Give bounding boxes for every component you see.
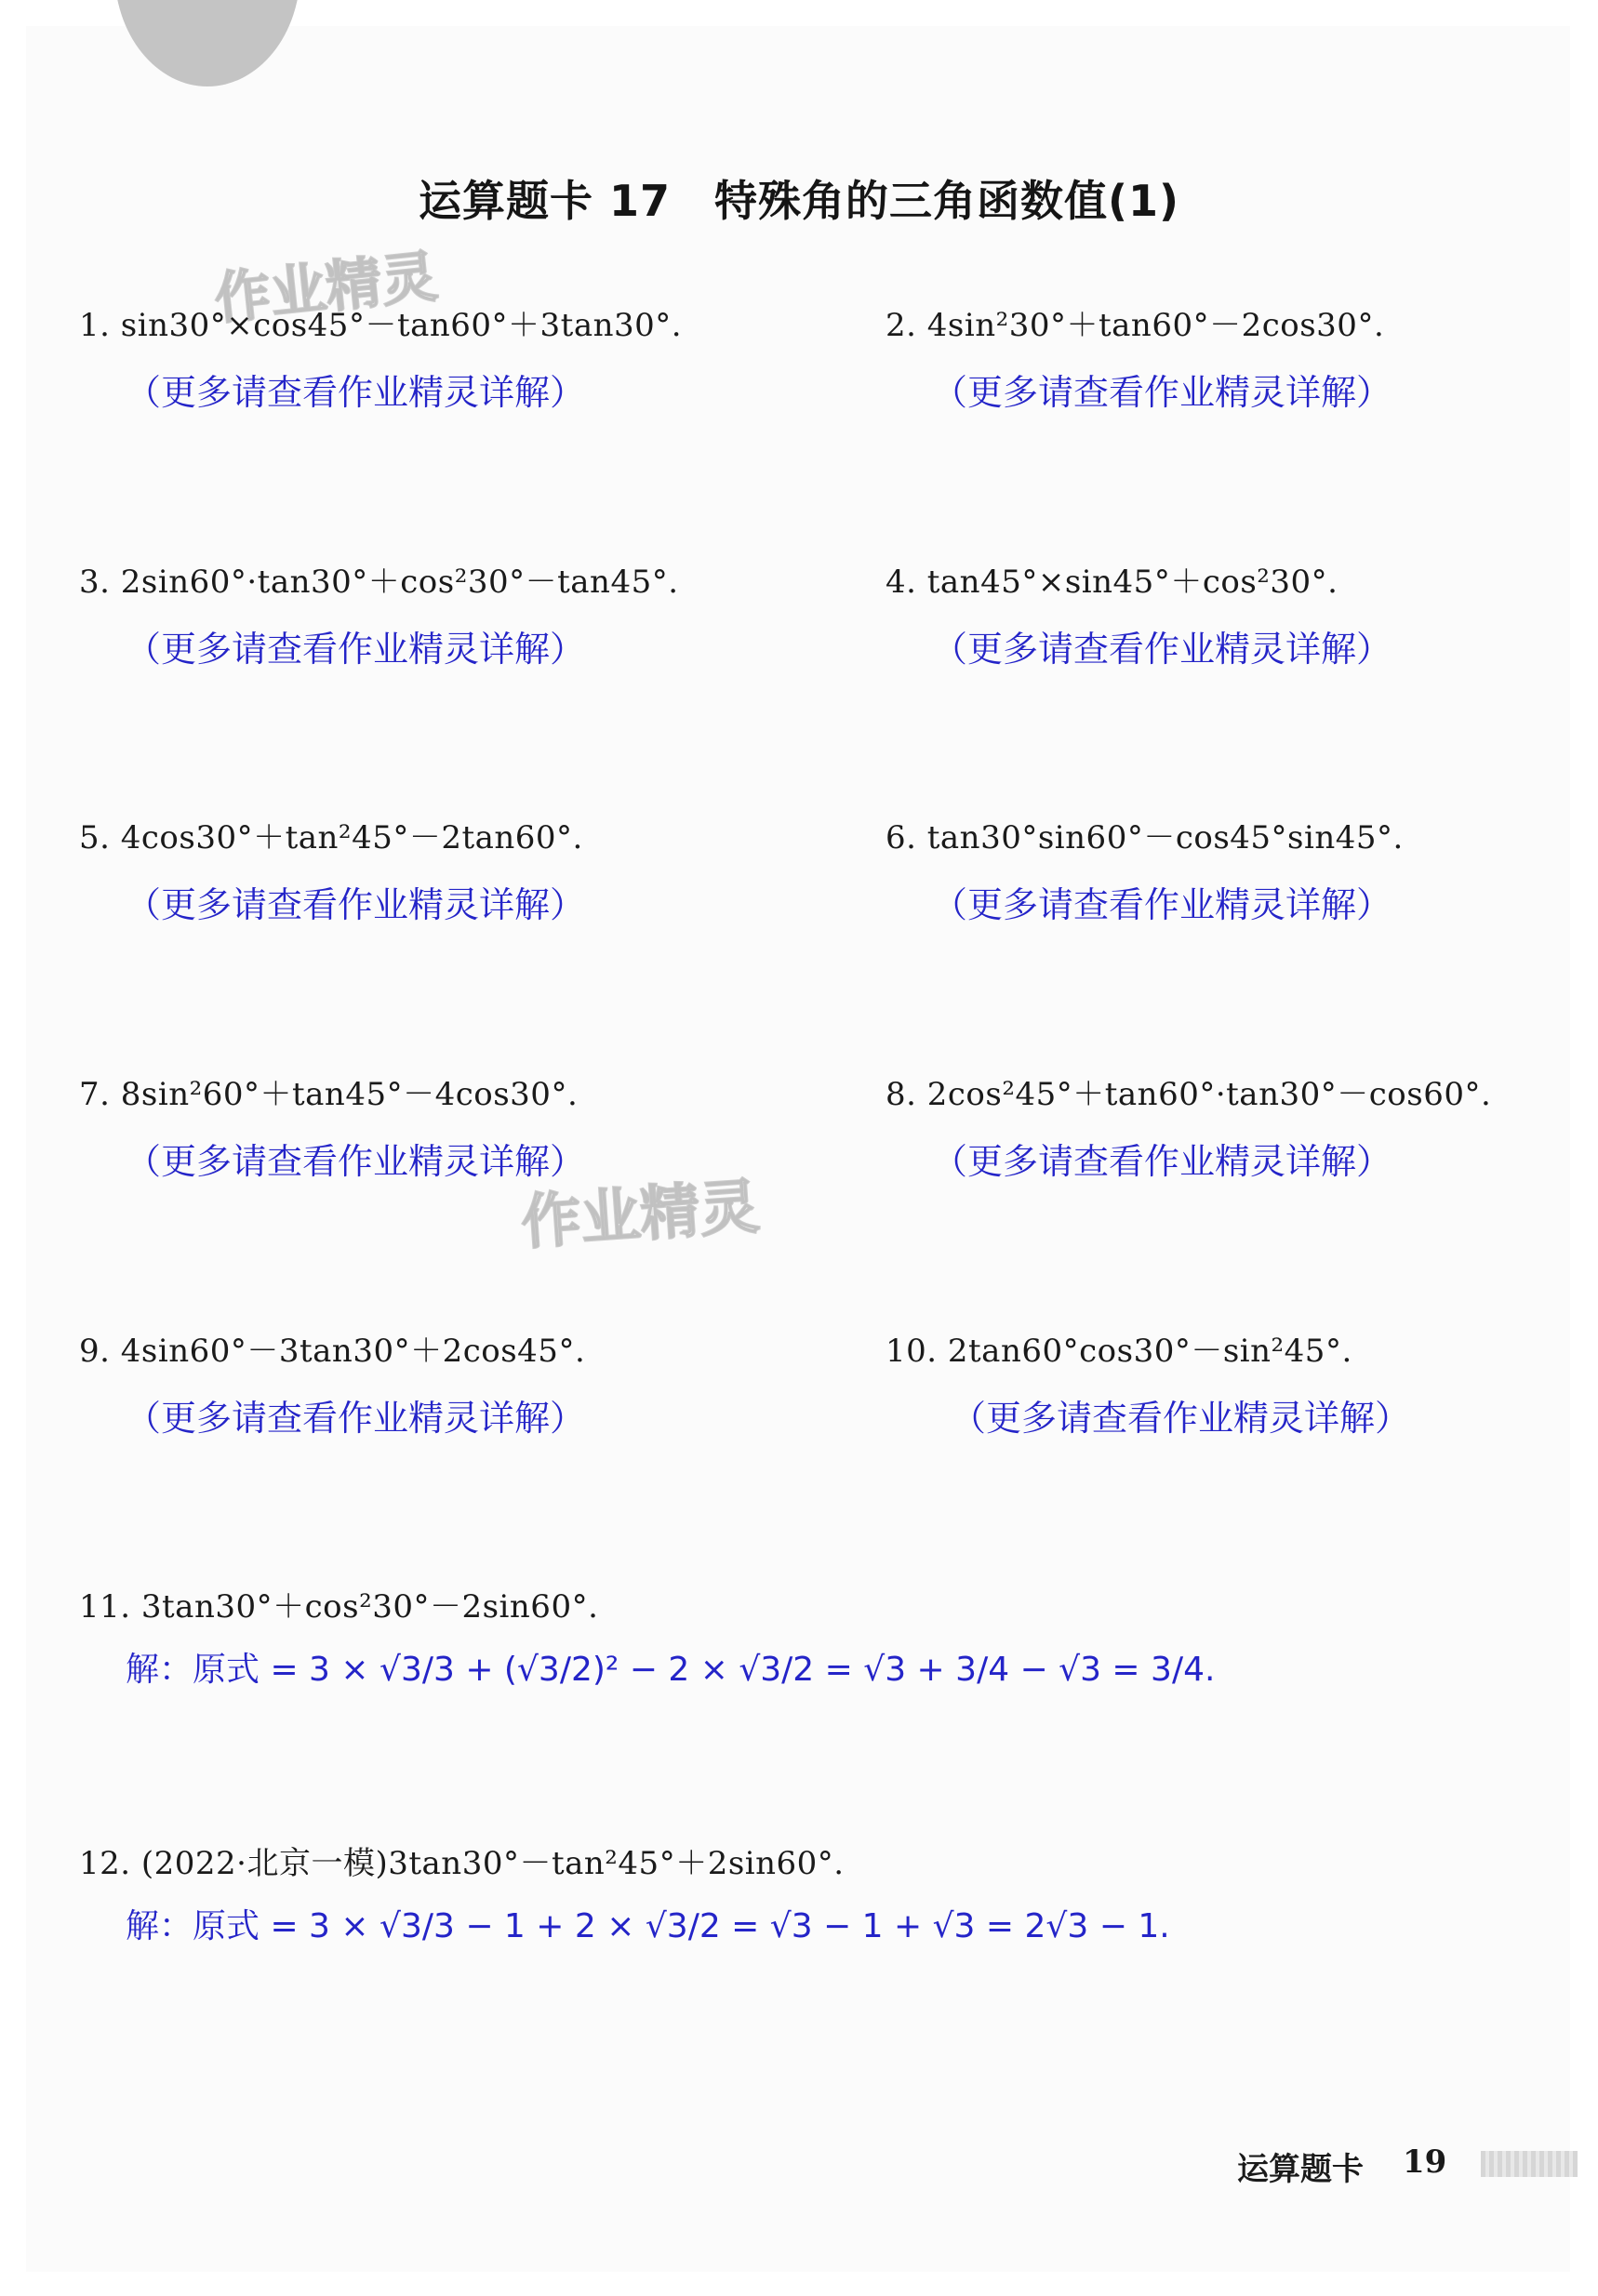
solution-link[interactable]: （更多请查看作业精灵详解） xyxy=(126,372,586,413)
problem-9 xyxy=(79,1325,585,1440)
solution-link[interactable]: （更多请查看作业精灵详解） xyxy=(126,884,586,925)
problem-stem: 3. 2sin60°·tan30°＋cos²30°－tan45°. xyxy=(79,564,679,601)
problem-stem: 8. 2cos²45°＋tan60°·tan30°－cos60°. xyxy=(886,1076,1492,1113)
solution-text: 解：原式 = 3 × √3/3 + (√3/2)² − 2 × √3/2 = √3 + 3/4 − √3 = 3/4. xyxy=(126,1651,1216,1689)
page-number: 19 xyxy=(1403,2143,1447,2181)
problem-4 xyxy=(886,556,1392,671)
solution-link[interactable]: （更多请查看作业精灵详解） xyxy=(932,1141,1392,1182)
solution-link[interactable]: （更多请查看作业精灵详解） xyxy=(126,1398,586,1439)
solution-link[interactable]: （更多请查看作业精灵详解） xyxy=(126,629,586,670)
problem-stem: 7. 8sin²60°＋tan45°－4cos30°. xyxy=(79,1076,579,1113)
corner-tab-decoration xyxy=(114,0,300,86)
problem-stem: 10. 2tan60°cos30°－sin²45°. xyxy=(886,1333,1352,1370)
problem-stem: 6. tan30°sin60°－cos45°sin45°. xyxy=(886,819,1404,856)
solution-link[interactable]: （更多请查看作业精灵详解） xyxy=(932,884,1392,925)
solution-text: 解：原式 = 3 × √3/3 − 1 + 2 × √3/2 = √3 − 1 + √3 = 2√3 − 1. xyxy=(126,1907,1170,1945)
solution-link[interactable]: （更多请查看作业精灵详解） xyxy=(932,629,1392,670)
problem-11 xyxy=(79,1581,1215,1691)
footer-section-label: 运算题卡 xyxy=(1237,2151,1364,2188)
problem-7 xyxy=(79,1068,585,1184)
problem-1 xyxy=(79,299,682,415)
problem-5 xyxy=(79,812,585,927)
problem-stem: 5. 4cos30°＋tan²45°－2tan60°. xyxy=(79,819,583,856)
solution-link[interactable]: （更多请查看作业精灵详解） xyxy=(932,372,1392,413)
problem-8 xyxy=(886,1068,1491,1184)
problem-stem: 11. 3tan30°＋cos²30°－2sin60°. xyxy=(79,1588,599,1626)
problem-stem: 4. tan45°×sin45°＋cos²30°. xyxy=(886,564,1338,601)
problem-2 xyxy=(886,299,1392,415)
problem-stem: 1. sin30°×cos45°－tan60°＋3tan30°. xyxy=(79,307,683,344)
problem-stem: 9. 4sin60°－3tan30°＋2cos45°. xyxy=(79,1333,586,1370)
footer-decoration-bar xyxy=(1481,2151,1578,2177)
solution-link[interactable]: （更多请查看作业精灵详解） xyxy=(126,1141,586,1182)
problem-stem: 12. (2022·北京一模)3tan30°－tan²45°＋2sin60°. xyxy=(79,1845,845,1882)
solution-link[interactable]: （更多请查看作业精灵详解） xyxy=(951,1398,1411,1439)
problem-10 xyxy=(886,1325,1410,1440)
problem-12 xyxy=(79,1838,1170,1947)
problem-6 xyxy=(886,812,1404,927)
problem-3 xyxy=(79,556,679,671)
page-title: 运算题卡 17 特殊角的三角函数值(1) xyxy=(418,176,1180,226)
watermark-logo: 作业精灵 xyxy=(211,244,441,333)
problem-stem: 2. 4sin²30°＋tan60°－2cos30°. xyxy=(886,307,1385,344)
watermark-logo: 作业精灵 xyxy=(519,1173,762,1258)
